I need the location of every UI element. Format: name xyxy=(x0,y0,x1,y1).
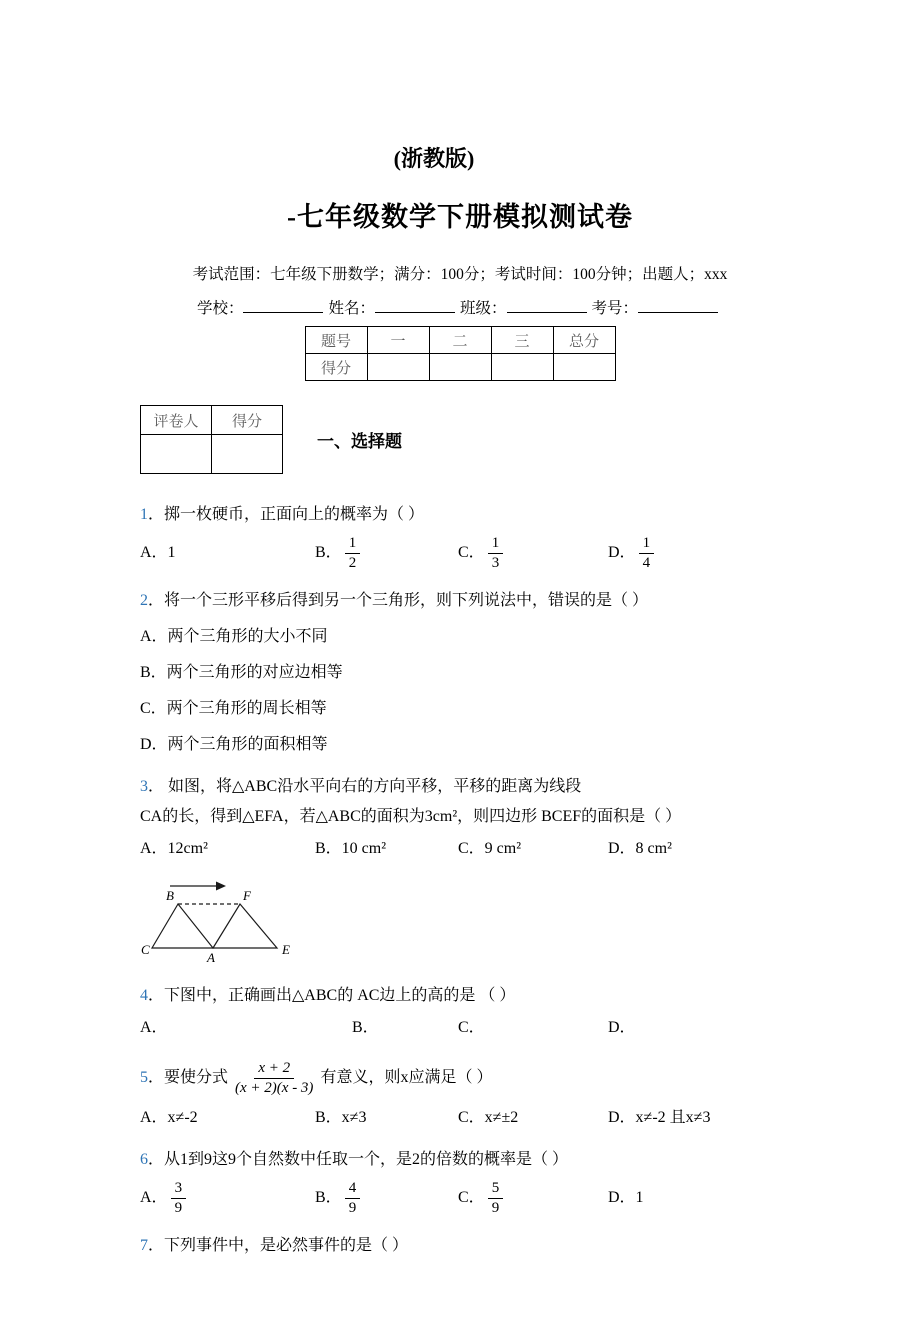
q2-option-d: D．两个三角形的面积相等 xyxy=(140,736,328,753)
score-table-cell-three: 三 xyxy=(491,327,553,354)
score-table-score-label: 得分 xyxy=(305,354,367,381)
q6-option-a xyxy=(140,1179,315,1218)
q6-option-a-label: A． xyxy=(140,1188,168,1206)
q6-option-a-denominator: 9 xyxy=(174,1199,183,1216)
school-blank xyxy=(243,298,323,313)
question-6 xyxy=(140,1145,780,1219)
question-5-stem-before: ．要使分式 xyxy=(148,1069,229,1086)
q4-option-a: A． xyxy=(140,1019,168,1036)
score-table-empty-cell-1 xyxy=(367,354,429,381)
exam-no-blank xyxy=(638,298,718,313)
grader-table xyxy=(140,405,283,474)
student-info-line xyxy=(140,296,780,318)
question-1-number: 1 xyxy=(140,506,148,523)
q5-fraction-numerator: x + 2 xyxy=(254,1059,294,1079)
triangle-AFE xyxy=(213,904,277,948)
q6-option-c-numerator: 5 xyxy=(488,1179,504,1199)
score-summary-table xyxy=(305,326,616,381)
translated-triangles-figure xyxy=(140,876,305,964)
question-1-text xyxy=(140,500,780,530)
q6-option-b-label: B． xyxy=(315,1188,342,1206)
grader-label-cell: 评卷人 xyxy=(141,406,212,435)
name-label: 姓名： xyxy=(328,300,375,317)
school-label: 学校： xyxy=(196,300,244,317)
q5-option-c: C．x≠±2 xyxy=(458,1109,519,1126)
grader-table-header-row xyxy=(141,406,283,435)
triangle-CBA xyxy=(152,904,213,948)
q1-option-c-denominator: 3 xyxy=(491,554,500,571)
q6-option-b-fraction xyxy=(345,1179,361,1218)
score-table-empty-cell-3 xyxy=(491,354,553,381)
question-6-options xyxy=(140,1177,780,1219)
grader-empty-cell-1 xyxy=(141,435,212,474)
q5-fraction-denominator: (x + 2)(x - 3) xyxy=(235,1079,314,1096)
score-table-cell-two: 二 xyxy=(429,327,491,354)
exam-title: -七年级数学下册模拟测试卷 xyxy=(287,202,633,232)
figure-label-E: E xyxy=(282,942,290,957)
q3-option-c: C．9 cm² xyxy=(458,840,522,857)
q6-option-d: D．1 xyxy=(608,1189,644,1206)
q1-option-c-fraction xyxy=(488,534,504,573)
question-1-stem: ．掷一枚硬币，正面向上的概率为（ ） xyxy=(148,506,425,523)
q2-option-a: A．两个三角形的大小不同 xyxy=(140,628,328,645)
question-4-number: 4 xyxy=(140,987,148,1004)
q6-option-c-label: C． xyxy=(458,1188,485,1206)
figure-label-C: C xyxy=(141,942,150,957)
score-table-header-row xyxy=(305,327,615,354)
q1-option-d xyxy=(608,534,780,573)
translation-arrow-head xyxy=(216,882,226,891)
q6-option-c-denominator: 9 xyxy=(491,1199,500,1216)
question-3-text-line1 xyxy=(140,772,780,802)
name-blank xyxy=(375,298,455,313)
question-3-number: 3 xyxy=(140,778,148,795)
q6-option-c-fraction xyxy=(488,1179,504,1218)
question-6-text xyxy=(140,1145,780,1175)
question-3 xyxy=(140,772,780,969)
question-7-text xyxy=(140,1231,780,1261)
grader-table-empty-row xyxy=(141,435,283,474)
q1-option-d-denominator: 4 xyxy=(642,554,651,571)
exam-no-label: 考号： xyxy=(591,300,639,317)
q2-option-c: C．两个三角形的周长相等 xyxy=(140,700,327,717)
q5-option-d: D．x≠-2 且x≠3 xyxy=(608,1109,711,1126)
question-2-stem: ．将一个三形平移后得到另一个三角形，则下列说法中，错误的是（ ） xyxy=(148,592,649,609)
figure-label-F: F xyxy=(243,888,251,903)
question-2 xyxy=(140,586,780,760)
section-title-choice: 一、选择题 xyxy=(317,432,402,451)
q1-option-c-label: C． xyxy=(458,543,485,561)
q3-option-d: D．8 cm² xyxy=(608,840,672,857)
edition-label: (浙教版) xyxy=(393,146,475,171)
q1-option-b-numerator: 1 xyxy=(345,534,361,554)
score-table-cell-total: 总分 xyxy=(553,327,615,354)
q2-option-b: B．两个三角形的对应边相等 xyxy=(140,664,343,681)
q1-option-d-numerator: 1 xyxy=(639,534,655,554)
q1-option-b-fraction xyxy=(345,534,361,573)
score-table-empty-cell-4 xyxy=(553,354,615,381)
q6-option-a-fraction xyxy=(171,1179,187,1218)
question-4 xyxy=(140,981,780,1043)
figure-label-A: A xyxy=(207,950,215,964)
grader-score-label-cell: 得分 xyxy=(212,406,283,435)
q4-option-c: C． xyxy=(458,1019,485,1036)
question-3-text-line2: CA的长，得到△EFA，若△ABC的面积为3cm²，则四边形 BCEF的面积是（ ） xyxy=(140,808,682,825)
q6-option-a-numerator: 3 xyxy=(171,1179,187,1199)
question-3-figure-wrapper xyxy=(140,876,780,969)
exam-info-line: 考试范围：七年级下册数学；满分：100分；考试时间：100分钟；出题人；xxx xyxy=(192,266,728,283)
grader-empty-cell-2 xyxy=(212,435,283,474)
score-table-cell-tihao: 题号 xyxy=(305,327,367,354)
class-blank xyxy=(507,298,587,313)
question-7 xyxy=(140,1231,780,1261)
q3-option-b: B．10 cm² xyxy=(315,840,387,857)
q5-expression-fraction xyxy=(231,1059,317,1098)
question-5 xyxy=(140,1055,780,1133)
question-3-options xyxy=(140,834,780,864)
q1-option-a: A．1 xyxy=(140,544,176,561)
q1-option-b-label: B． xyxy=(315,543,342,561)
question-6-number: 6 xyxy=(140,1151,148,1168)
question-3-stem-line1: ． 如图，将△ABC沿水平向右的方向平移，平移的距离为线段 xyxy=(148,778,582,795)
q4-option-b: B． xyxy=(352,1019,379,1036)
figure-label-B: B xyxy=(166,888,174,903)
question-6-stem: ．从1到9这9个自然数中任取一个，是2的倍数的概率是（ ） xyxy=(148,1151,569,1168)
q3-option-a: A．12cm² xyxy=(140,840,208,857)
q5-option-a: A．x≠-2 xyxy=(140,1109,198,1126)
question-5-stem-after: 有意义，则x应满足（ ） xyxy=(320,1069,493,1086)
q1-option-d-label: D． xyxy=(608,543,636,561)
question-2-text xyxy=(140,586,780,616)
score-table-cell-one: 一 xyxy=(367,327,429,354)
q1-option-b xyxy=(315,534,458,573)
question-5-number: 5 xyxy=(140,1069,148,1086)
question-5-text xyxy=(140,1055,780,1101)
q6-option-b-denominator: 9 xyxy=(348,1199,357,1216)
question-7-stem: ．下列事件中，是必然事件的是（ ） xyxy=(148,1237,409,1254)
q6-option-b xyxy=(315,1179,458,1218)
score-table-empty-cell-2 xyxy=(429,354,491,381)
q4-option-d: D． xyxy=(608,1019,636,1036)
question-1-options xyxy=(140,532,780,574)
q6-option-b-numerator: 4 xyxy=(345,1179,361,1199)
q6-option-c xyxy=(458,1179,608,1218)
question-4-options xyxy=(140,1013,780,1043)
question-4-text xyxy=(140,981,780,1011)
q5-option-b: B．x≠3 xyxy=(315,1109,367,1126)
q1-option-d-fraction xyxy=(639,534,655,573)
question-1 xyxy=(140,500,780,574)
question-4-stem: ．下图中，正确画出△ABC的 AC边上的高的是 （ ） xyxy=(148,987,516,1004)
score-table-score-row xyxy=(305,354,615,381)
question-2-number: 2 xyxy=(140,592,148,609)
q1-option-c-numerator: 1 xyxy=(488,534,504,554)
question-7-number: 7 xyxy=(140,1237,148,1254)
question-5-options xyxy=(140,1103,780,1133)
class-label: 班级： xyxy=(460,300,507,317)
q1-option-b-denominator: 2 xyxy=(348,554,357,571)
q1-option-c xyxy=(458,534,608,573)
grader-section xyxy=(140,405,780,474)
